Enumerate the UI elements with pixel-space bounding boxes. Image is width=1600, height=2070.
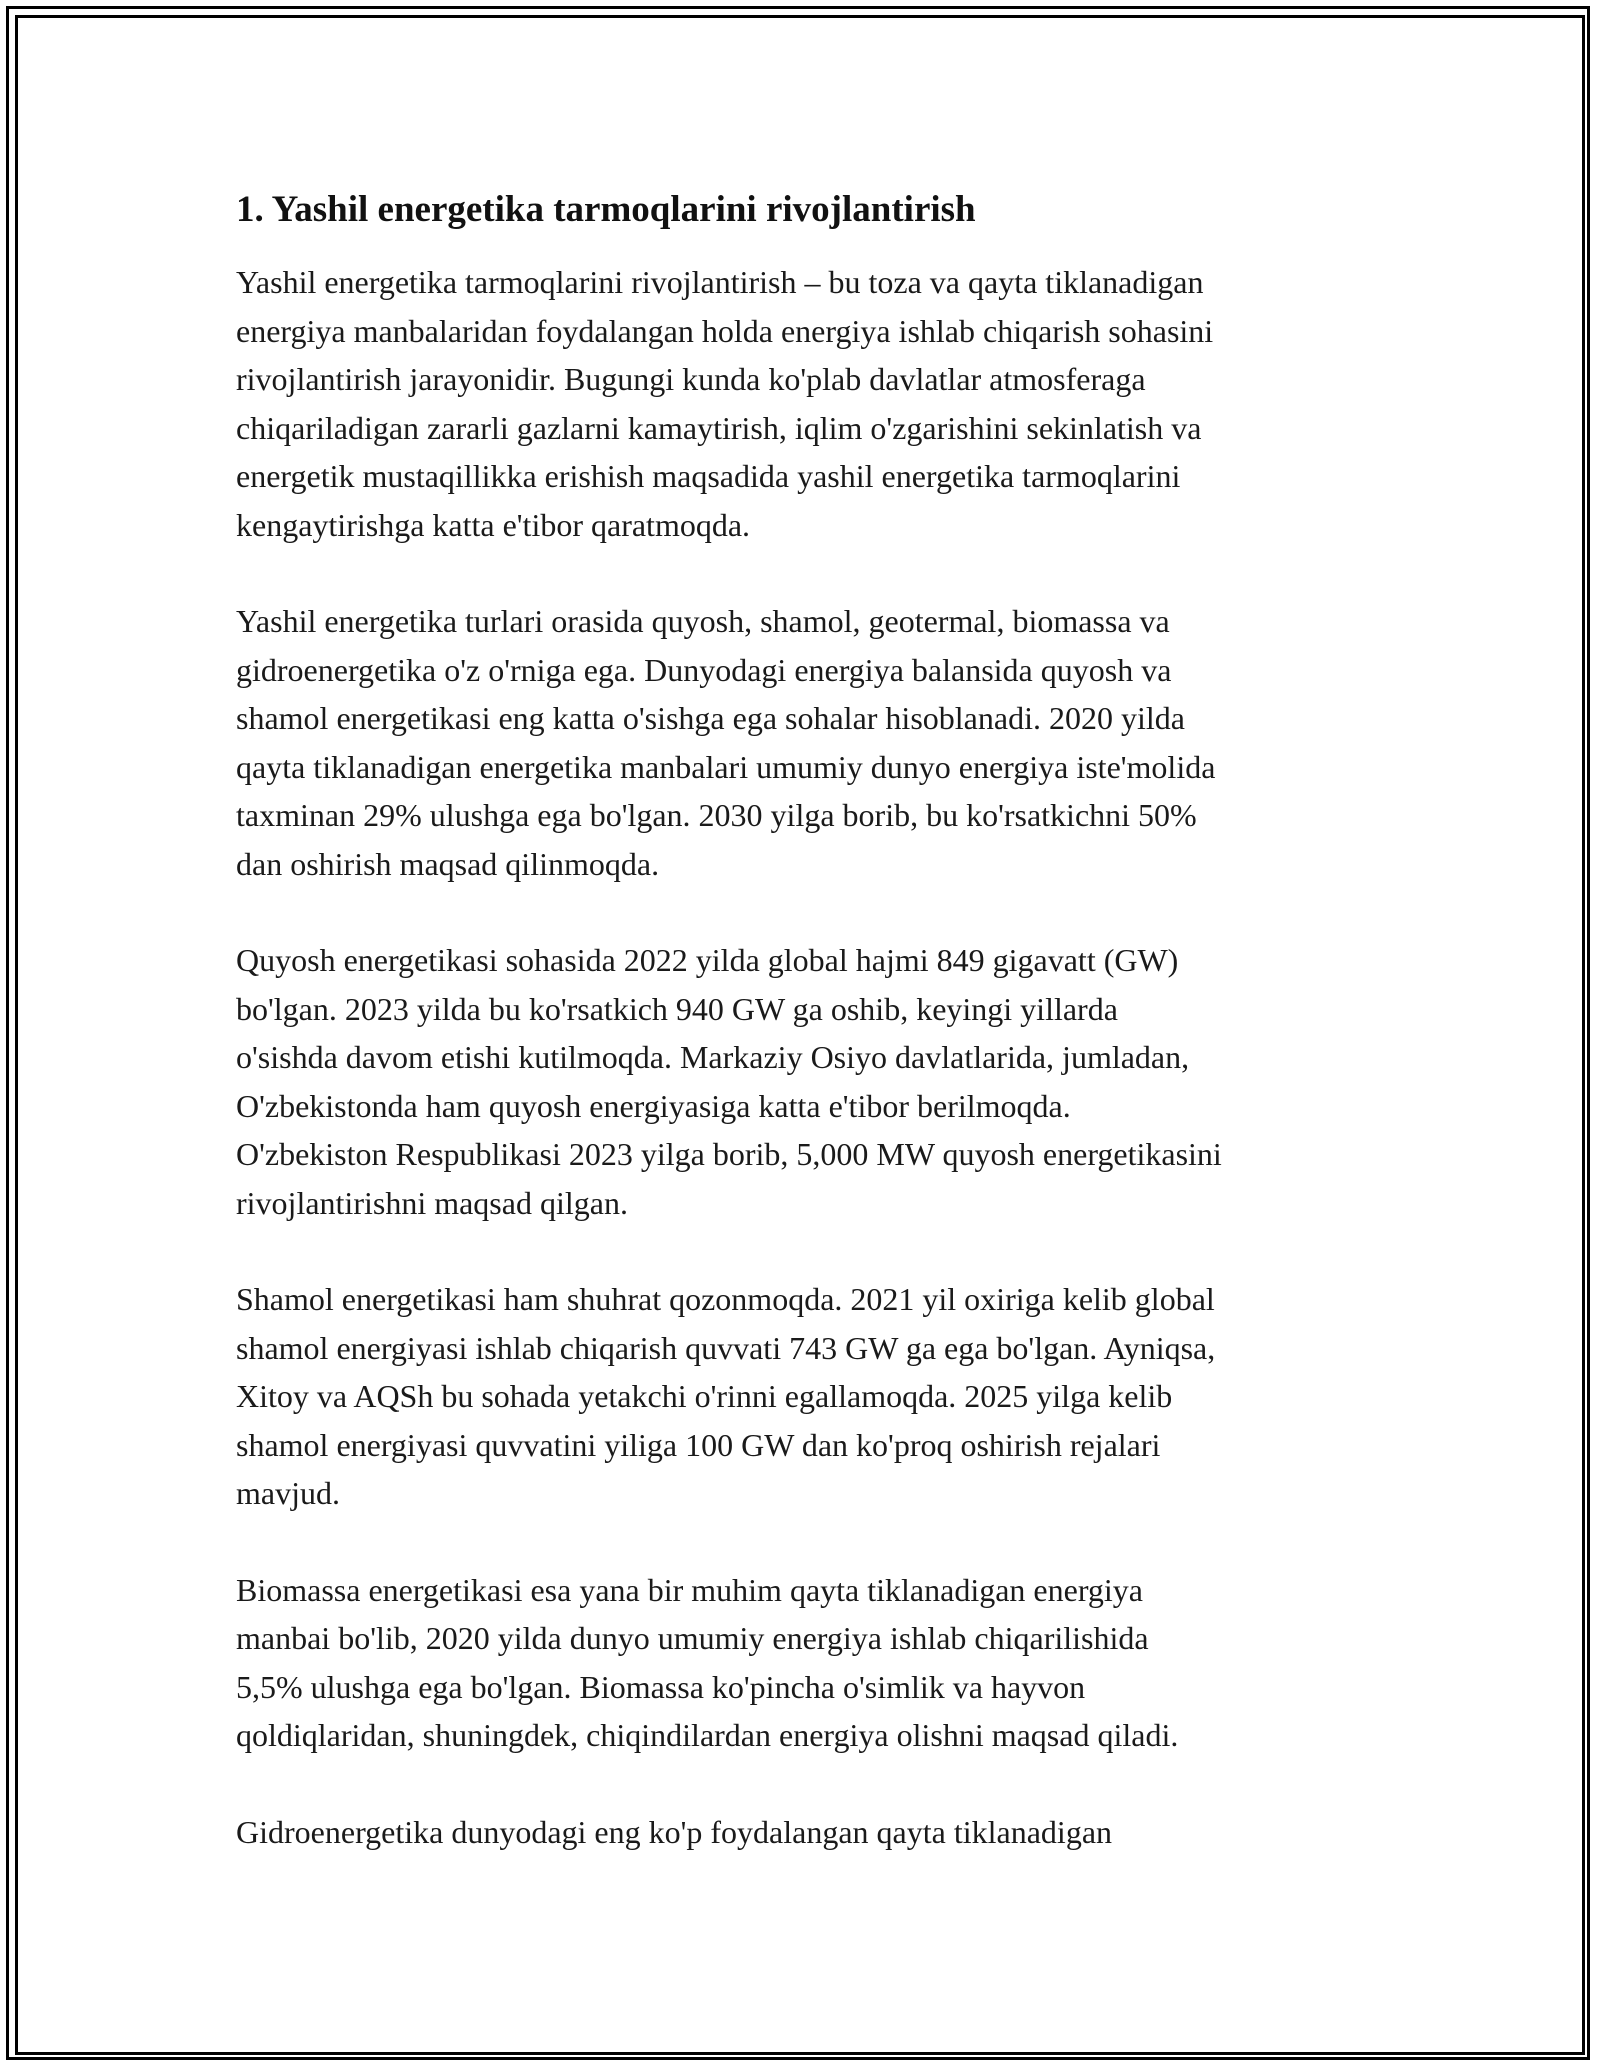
text-line: Yashil energetika turlari orasida quyosh, shamol, geotermal, biomassa va	[236, 603, 1170, 639]
text-line: kengaytirishga katta e'tibor qaratmoqda.	[236, 506, 751, 543]
text-line: taxminan 29% ulushga ega bo'lgan. 2030 yilga borib, bu ko'rsatkichni 50%	[236, 797, 1197, 833]
text-line: Shamol energetikasi ham shuhrat qozonmoqda. 2021 yil oxiriga kelib global	[236, 1281, 1215, 1317]
text-line: Quyosh energetikasi sohasida 2022 yilda global hajmi 849 gigavatt (GW)	[236, 942, 1179, 978]
text-line: O'zbekistonda ham quyosh energiyasiga katta e'tibor berilmoqda.	[236, 1087, 1071, 1124]
text-line: rivojlantirish jarayonidir. Bugungi kunda ko'plab davlatlar atmosferaga	[236, 361, 1146, 397]
text-line: o'sishda davom etishi kutilmoqda. Markaziy Osiyo davlatlarida, jumladan,	[236, 1039, 1190, 1075]
section-heading: 1. Yashil energetika tarmoqlarini rivojlantirish	[236, 189, 976, 230]
text-line: qoldiqlaridan, shuningdek, chiqindilardan energiya olishni maqsad qiladi.	[236, 1717, 1179, 1753]
paragraph-wind	[236, 1275, 1376, 1518]
text-line: chiqariladigan zararli gazlarni kamaytirish, iqlim o'zgarishini sekinlatish va	[236, 409, 1202, 446]
paragraph-intro	[236, 258, 1376, 549]
text-line: bo'lgan. 2023 yilda bu ko'rsatkich 940 GW ga oshib, keyingi yillarda	[236, 990, 1118, 1027]
text-line: Xitoy va AQSh bu sohada yetakchi o'rinni egallamoqda. 2025 yilga kelib	[236, 1378, 1173, 1414]
text-line: manbai bo'lib, 2020 yilda dunyo umumiy energiya ishlab chiqarilishida	[236, 1620, 1149, 1656]
text-line: rivojlantirishni maqsad qilgan.	[236, 1184, 628, 1221]
text-line: Biomassa energetikasi esa yana bir muhim qayta tiklanadigan energiya	[236, 1571, 1143, 1608]
text-line: Gidroenergetika dunyodagi eng ko'p foydalangan qayta tiklanadigan	[236, 1813, 1113, 1850]
paragraph-hydro	[236, 1808, 1376, 1857]
text-line: 5,5% ulushga ega bo'lgan. Biomassa ko'pincha o'simlik va hayvon	[236, 1668, 1086, 1705]
text-line: shamol energetikasi eng katta o'sishga ega sohalar hisoblanadi. 2020 yilda	[236, 700, 1185, 736]
text-line: qayta tiklanadigan energetika manbalari umumiy dunyo energiya iste'molida	[236, 748, 1216, 785]
text-line: gidroenergetika o'z o'rniga ega. Dunyodagi energiya balansida quyosh va	[236, 651, 1172, 688]
text-line: mavjud.	[236, 1475, 340, 1511]
text-line: shamol energiyasi quvvatini yiliga 100 GW dan ko'proq oshirish rejalari	[236, 1426, 1161, 1463]
text-line: O'zbekiston Respublikasi 2023 yilga borib, 5,000 MW quyosh energetikasini	[236, 1136, 1222, 1172]
text-line: energiya manbalaridan foydalangan holda energiya ishlab chiqarish sohasini	[236, 312, 1214, 349]
paragraph-energy-types	[236, 597, 1376, 888]
paragraph-biomass	[236, 1566, 1376, 1760]
paragraph-solar	[236, 936, 1376, 1227]
text-line: Yashil energetika tarmoqlarini rivojlantirish – bu toza va qayta tiklanadigan	[236, 264, 1204, 300]
text-line: energetik mustaqillikka erishish maqsadida yashil energetika tarmoqlarini	[236, 458, 1181, 494]
document-body	[236, 186, 1376, 1904]
text-line: dan oshirish maqsad qilinmoqda.	[236, 845, 660, 882]
text-line: shamol energiyasi ishlab chiqarish quvvati 743 GW ga ega bo'lgan. Ayniqsa,	[236, 1329, 1216, 1366]
